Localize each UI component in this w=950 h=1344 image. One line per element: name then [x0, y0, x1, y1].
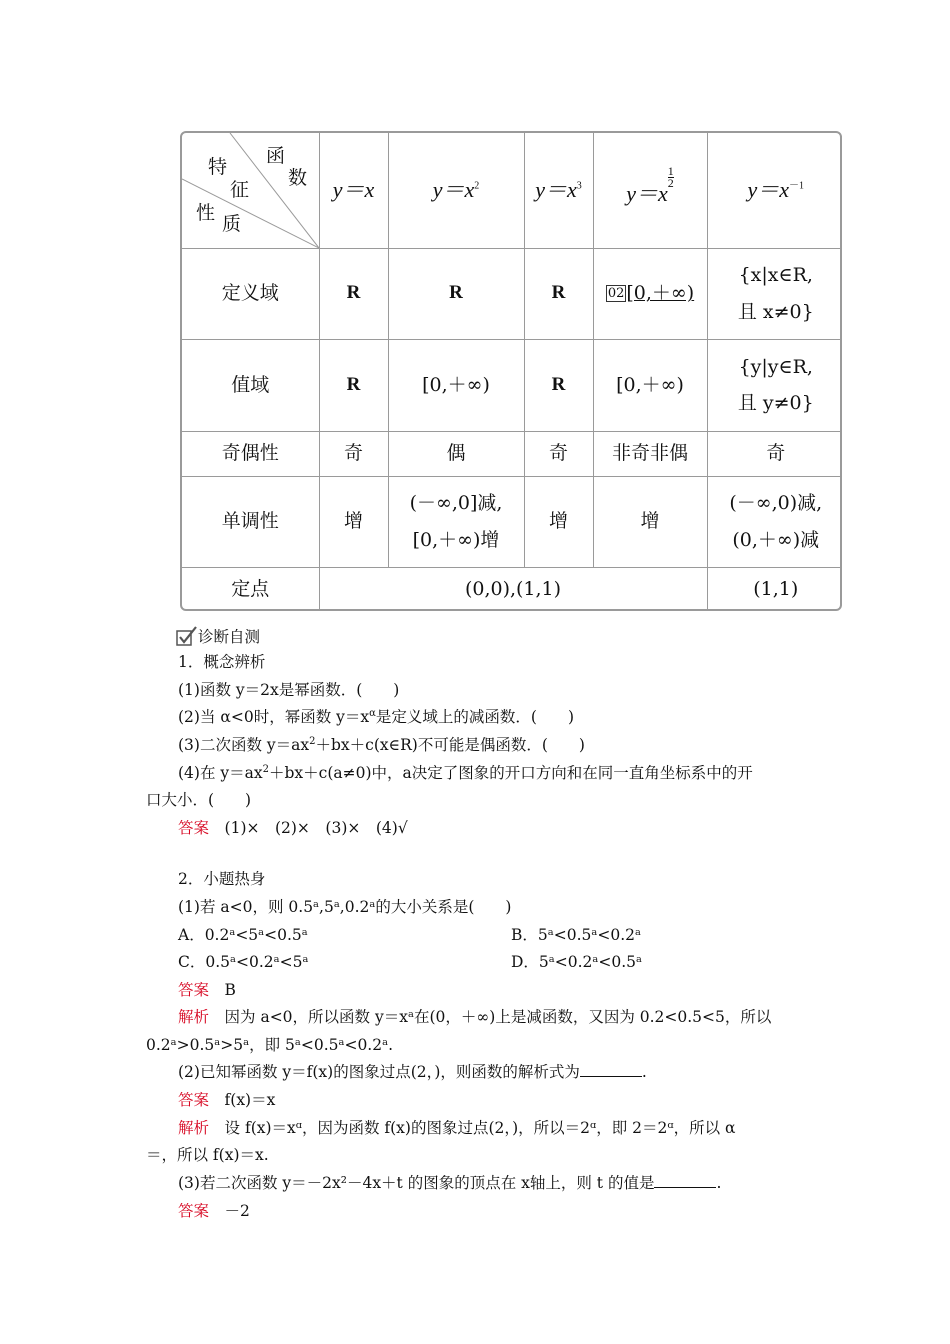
answer-blank[interactable]: [580, 1062, 642, 1077]
q1-item-continued: 口大小．( ): [146, 791, 252, 809]
table-cell: (1,1): [707, 567, 842, 611]
q2-title: 2．小题热身: [178, 870, 266, 888]
q2-2-analysis-continued: ＝，所以 f(x)＝x.: [146, 1146, 269, 1164]
header-y-x-half: y＝x $\frac{1}{2}$: [593, 133, 707, 248]
table-cell: 奇: [707, 431, 842, 476]
row-label-domain: 定义域: [182, 248, 319, 339]
diagonal-lines: [182, 133, 319, 248]
header-y-x3: $y=x^3$: [524, 133, 593, 248]
table-cell: 增: [593, 476, 707, 567]
table-cell: 增: [319, 476, 388, 567]
q2-item: (1)若 a<0，则 0.5ᵃ,5ᵃ,0.2ᵃ的大小关系是( ): [178, 898, 512, 916]
answer-blank[interactable]: [654, 1173, 716, 1188]
row-label-parity: 奇偶性: [182, 431, 319, 476]
q1-title: 1．概念辨析: [178, 653, 266, 671]
corner-label: 质: [222, 213, 242, 235]
option-c: C．0.5ᵃ<0.2ᵃ<5ᵃ: [178, 953, 309, 971]
table-cell: 奇: [524, 431, 593, 476]
power-function-table: [180, 131, 842, 611]
corner-label: 特: [208, 156, 228, 178]
table-cell: 偶: [388, 431, 524, 476]
q1-item: (1)函数 y＝2x是幂函数．( ): [178, 681, 400, 699]
table-cell: 非奇非偶: [593, 431, 707, 476]
q1-answer: 答案 (1)× (2)× (3)× (4)√: [178, 819, 408, 837]
table-corner-header: [182, 133, 319, 248]
row-label-range: 值域: [182, 339, 319, 431]
q2-3-answer: 答案 －2: [178, 1202, 250, 1220]
q2-2-analysis: 解析 设 f(x)＝xᵅ，因为函数 f(x)的图象过点(2，)，所以＝2ᵅ，即 2＝2ᵅ，所以 α: [178, 1119, 736, 1137]
q2-item: (3)若二次函数 y＝－2x²－4x＋t 的图象的顶点在 x轴上，则 t 的值是 .: [178, 1174, 722, 1192]
option-a: A．0.2ᵃ<5ᵃ<0.5ᵃ: [178, 926, 308, 944]
self-test-heading: 诊断自测: [176, 626, 260, 647]
q1-item: (4)在 $y=ax^2+bx+c(a\ne 0)$中，a决定了图象的开口方向和在同一直角坐标系中的开: [178, 763, 753, 782]
table-cell: R: [524, 248, 593, 339]
table-cell: (－∞,0)减, (0,＋∞)减: [707, 476, 842, 567]
q1-item: (3)二次函数 $y=ax^2+bx+c(x\in R)$不可能是偶函数．( ): [178, 735, 585, 754]
row-label-monotonicity: 单调性: [182, 476, 319, 567]
corner-label: 函: [266, 145, 286, 167]
corner-label: 性: [196, 202, 216, 224]
table-cell: R: [319, 339, 388, 431]
table-cell: {y|y∈R, 且 y≠0}: [707, 339, 842, 431]
table-cell: {x|x∈R, 且 x≠0}: [707, 248, 842, 339]
table-cell: (0,0),(1,1): [319, 567, 707, 611]
table-cell: R: [319, 248, 388, 339]
q2-1-answer: 答案 B: [178, 981, 236, 999]
table-cell: [0,＋∞): [388, 339, 524, 431]
row-label-fixed-point: 定点: [182, 567, 319, 611]
table-cell: 02 [0,＋∞): [593, 248, 707, 339]
header-y-x2: $y=x^2$: [388, 133, 524, 248]
q2-1-analysis-continued: 0.2ᵃ>0.5ᵃ>5ᵃ，即 5ᵃ<0.5ᵃ<0.2ᵃ.: [146, 1036, 394, 1054]
checkbox-check-icon: [176, 626, 198, 646]
q2-item: (2)已知幂函数 y＝f(x)的图象过点(2，)，则函数的解析式为 .: [178, 1063, 647, 1081]
corner-label: 数: [288, 167, 308, 189]
table-cell: 增: [524, 476, 593, 567]
table-cell: R: [388, 248, 524, 339]
blank-number-tag: 02: [607, 286, 625, 302]
table-cell: 奇: [319, 431, 388, 476]
header-y-x: y＝x: [319, 133, 388, 248]
q2-1-analysis: 解析 因为 a<0，所以函数 y＝xᵃ在(0，＋∞)上是减函数，又因为 0.2<0.5<5，所以: [178, 1008, 772, 1026]
option-b: B．5ᵃ<0.5ᵃ<0.2ᵃ: [511, 926, 641, 944]
q2-2-answer: 答案 f(x)＝x: [178, 1091, 276, 1109]
table-cell: (－∞,0]减, [0,＋∞)增: [388, 476, 524, 567]
header-y-x-inverse: $y=x^{-1}$: [707, 133, 842, 248]
table-cell: [0,＋∞): [593, 339, 707, 431]
table-cell: R: [524, 339, 593, 431]
corner-label: 征: [230, 179, 250, 201]
q1-item: (2)当 α<0时，幂函数 $y=x^\alpha$是定义域上的减函数．( ): [178, 707, 574, 726]
option-d: D．5ᵃ<0.2ᵃ<0.5ᵃ: [511, 953, 643, 971]
